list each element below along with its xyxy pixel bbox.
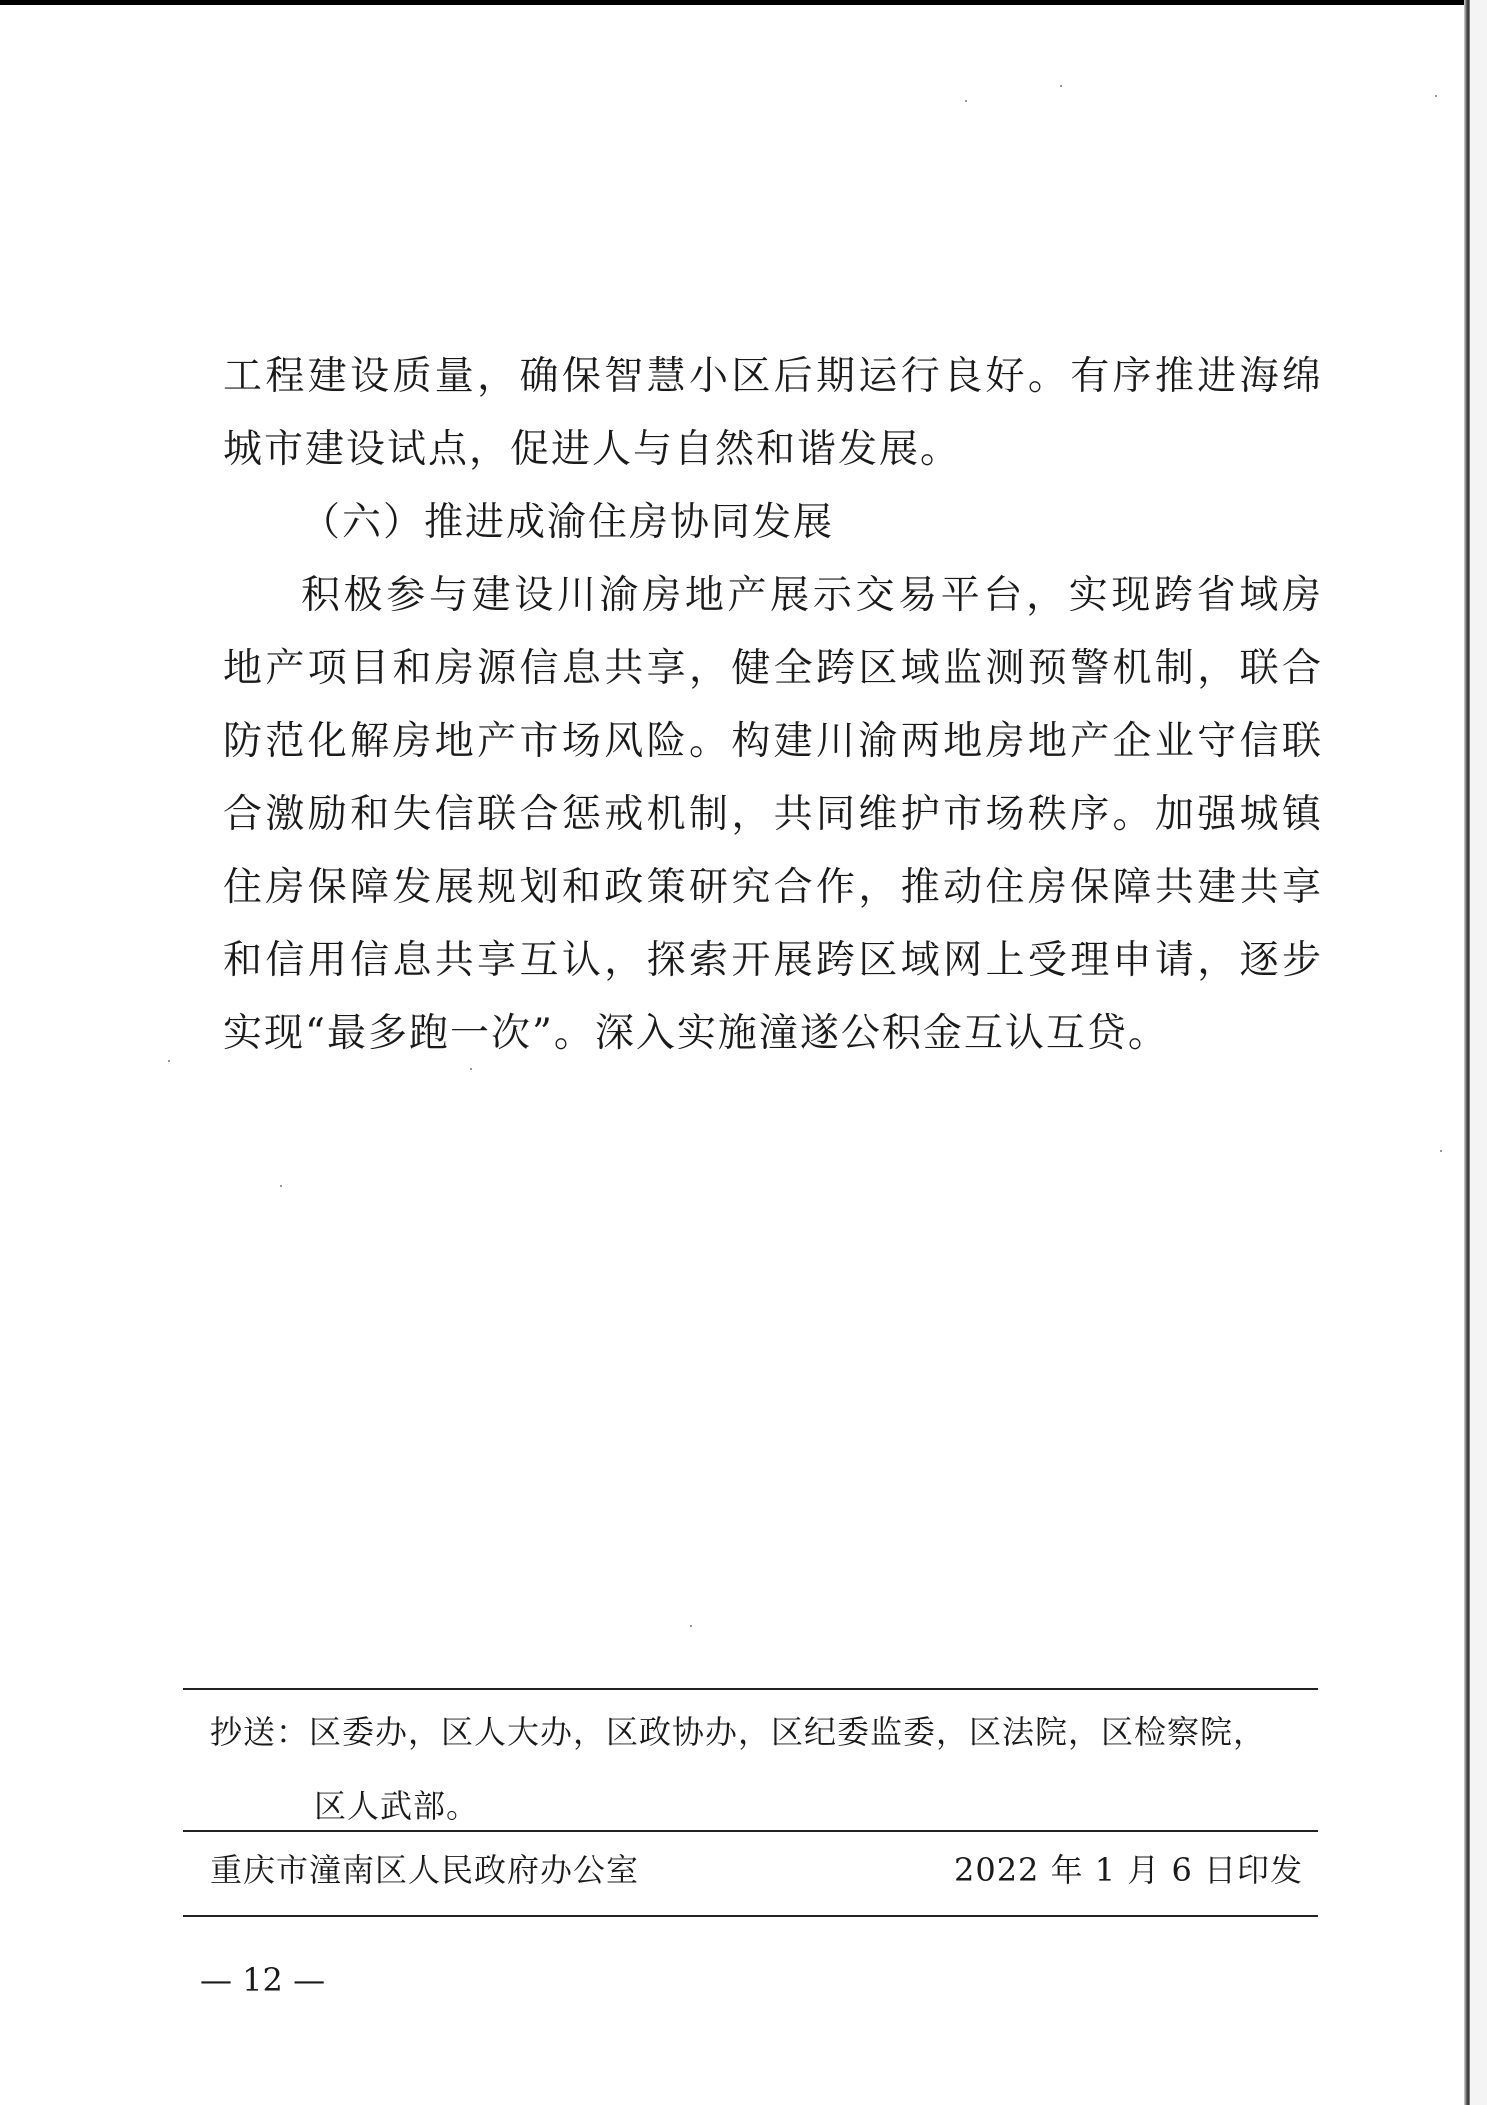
scan-speck [1060,85,1062,87]
scan-top-border [0,0,1487,5]
footer-rule-top [183,1688,1318,1690]
footer-rule-bottom [183,1915,1318,1917]
cc-recipients: 区委办，区人大办，区政协办，区纪委监委，区法院，区检察院， [309,1713,1267,1751]
scan-speck [1440,1150,1442,1152]
scan-speck [280,1185,282,1187]
issue-date: 2022 年 1 月 6 日印发 [953,1851,1303,1889]
scan-speck [690,1625,692,1627]
cc-distribution [210,1695,1320,1843]
section-heading: （六）推进成渝住房协同发展 [301,500,835,545]
scan-speck [1435,95,1437,97]
scan-speck [965,100,967,102]
scan-right-margin [1470,0,1487,2105]
cc-recipients-continued: 区人武部。 [314,1787,480,1825]
scan-speck [168,1060,170,1062]
footer-rule-middle [183,1830,1318,1832]
paragraph: 积极参与建设川渝房地产展示交易平台，实现跨省域房地产项目和房源信息共享，健全跨区域监测预警机制，联合防范化解房地产市场风险。构建川渝两地房地产企业守信联合激励和失信联合惩戒机制，共同维护市场秩序。加强城镇住房保障发展规划和政策研究合作，推动住房保障共建共享和信用信息共享互认，探索开展跨区域网上受理申请，逐步实现“最多跑一次”。深入实施潼遂公积金互认互贷。 [223,573,1323,1056]
cc-line [210,1695,1320,1769]
paragraph-continued: 工程建设质量，确保智慧小区后期运行良好。有序推进海绵城市建设试点，促进人与自然和谐发展。 [223,354,1323,472]
document-body [223,340,1323,1070]
cc-label: 抄送： [210,1713,310,1751]
page-number: — 12 — [200,1961,326,1999]
issuing-office: 重庆市潼南区人民政府办公室 [210,1851,640,1889]
